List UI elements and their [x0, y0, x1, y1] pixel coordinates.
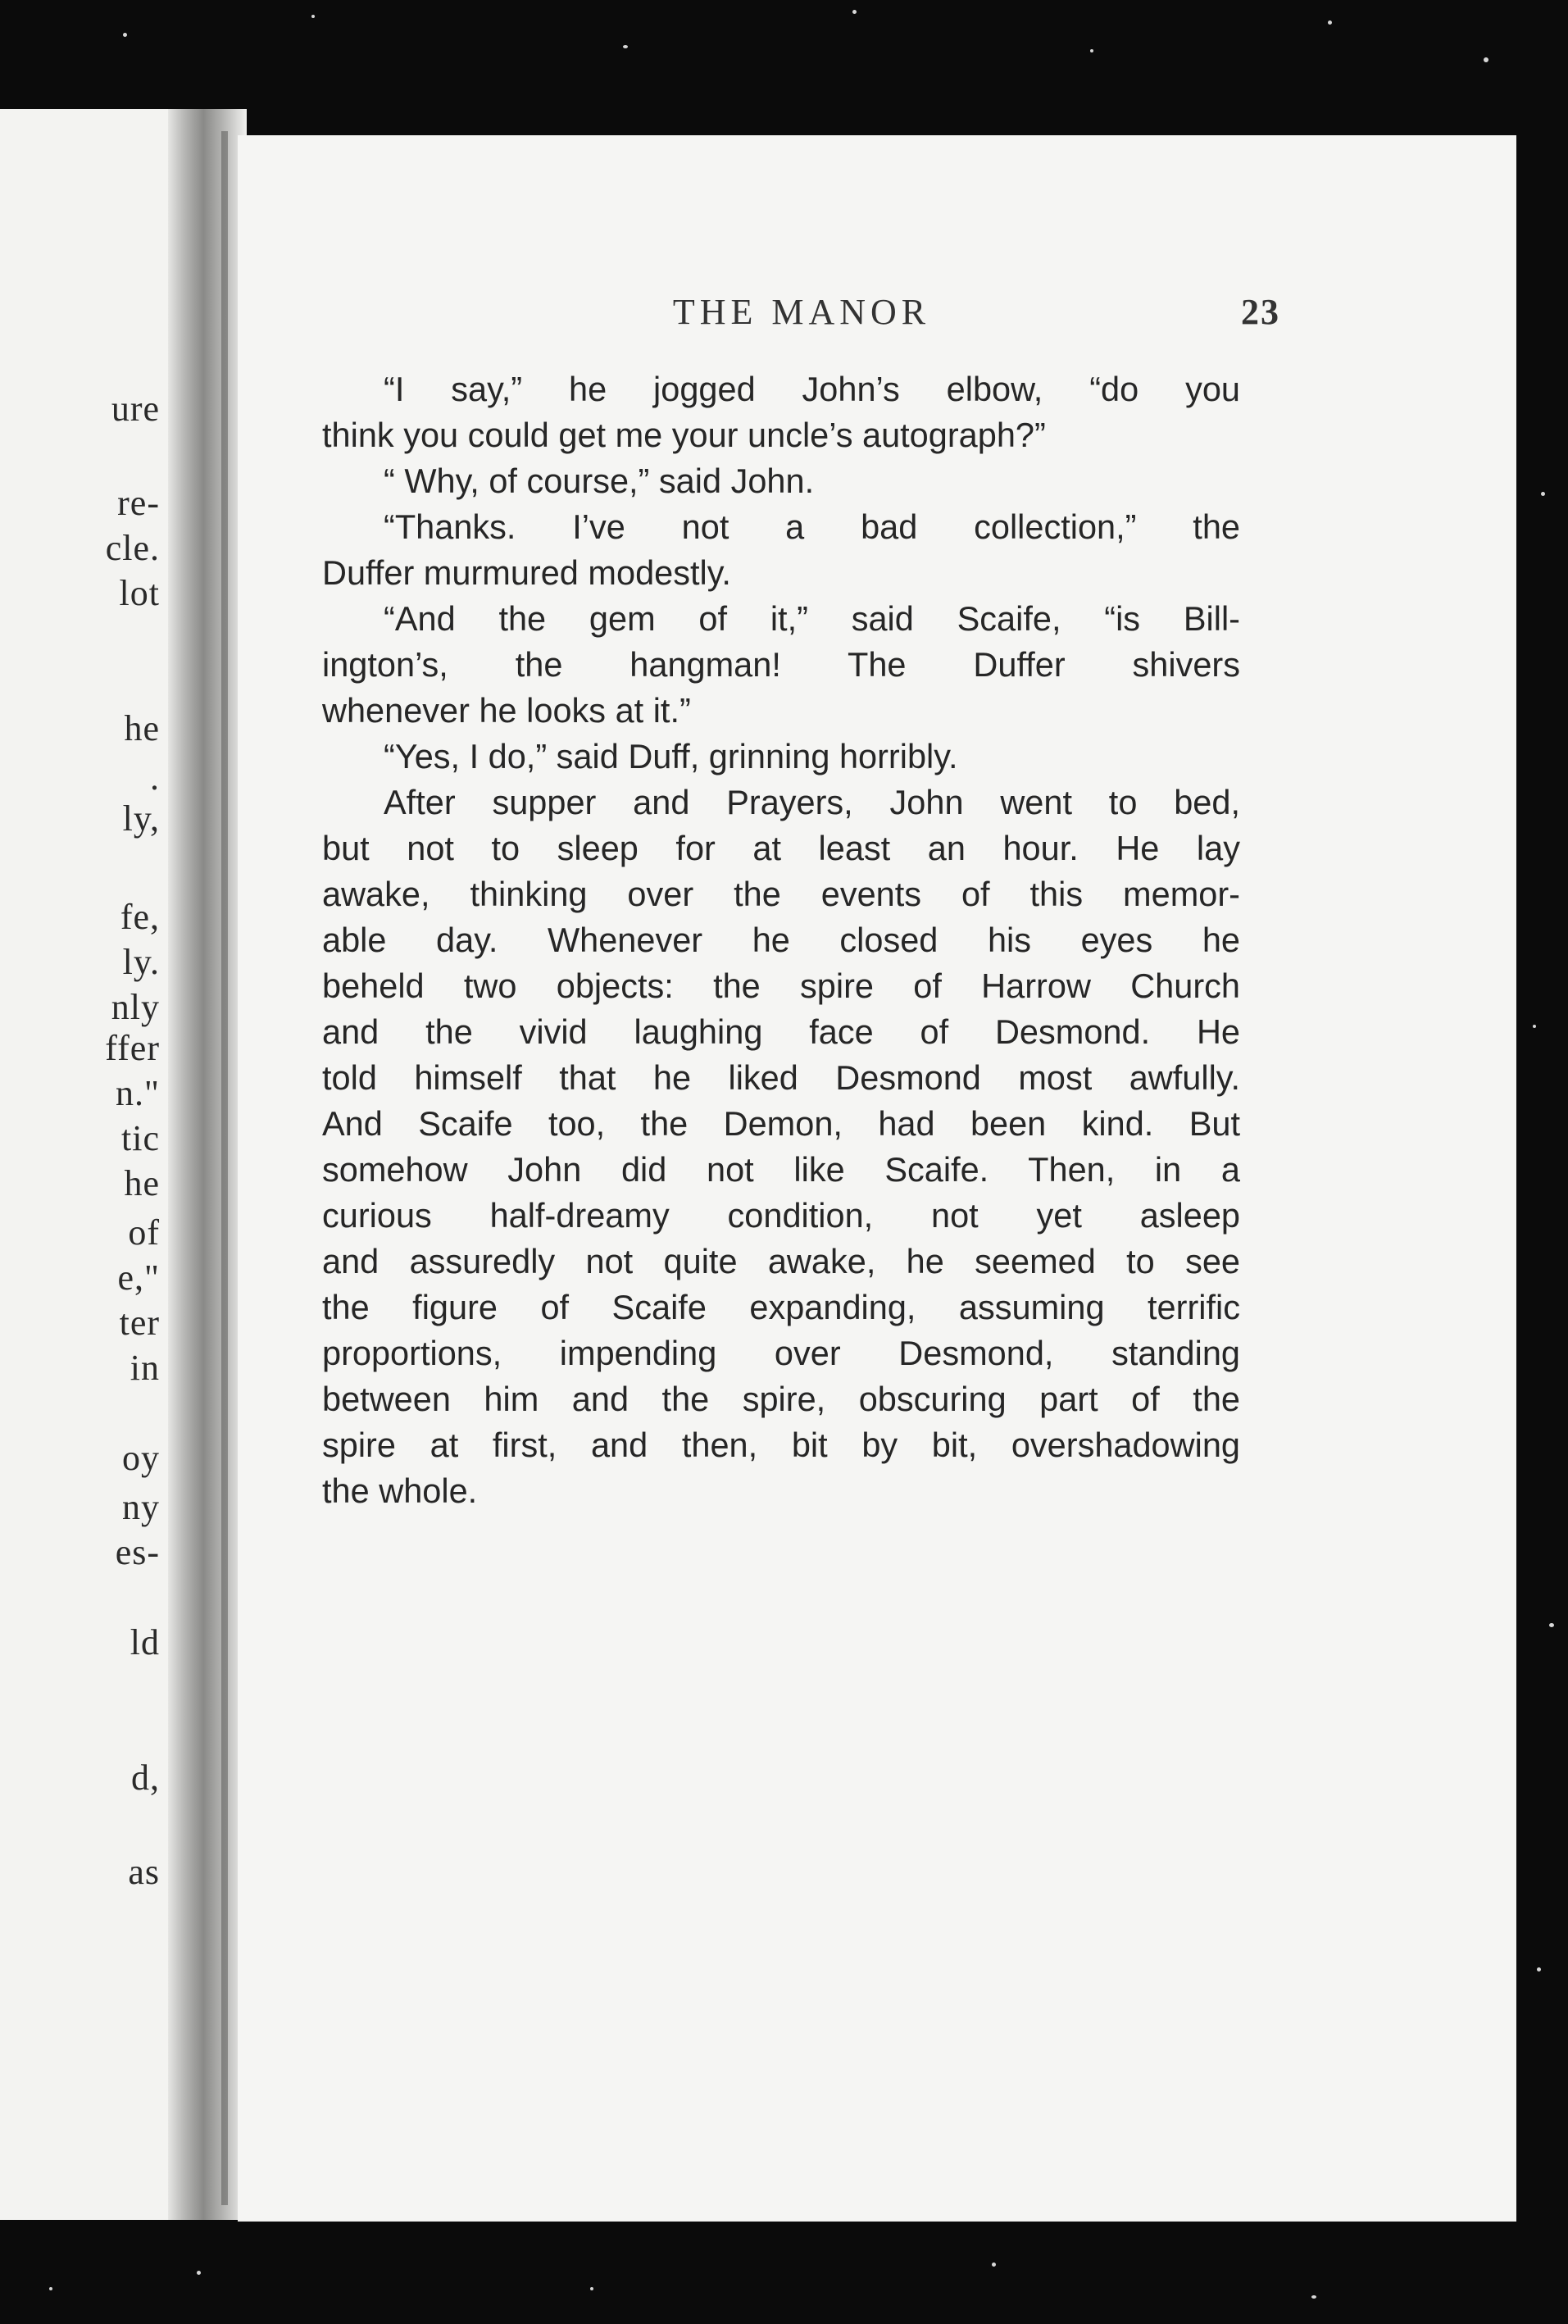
text-line: proportions, impending over Desmond, standing — [322, 1334, 1240, 1372]
text-line: curious half-dreamy condition, not yet asleep — [322, 1196, 1240, 1235]
left-page-fragment: ly. — [122, 942, 160, 982]
text-line: ington’s, the hangman! The Duffer shivers — [322, 645, 1240, 684]
left-page-fragment: ly, — [122, 798, 160, 839]
left-page-fragment: ny — [122, 1487, 160, 1527]
text-line: between him and the spire, obscuring part of the — [322, 1380, 1240, 1418]
text-line: and the vivid laughing face of Desmond. He — [322, 1012, 1240, 1051]
dust-speck — [992, 2263, 996, 2267]
text-line: “And the gem of it,” said Scaife, “is Bill- — [384, 599, 1240, 638]
book-gutter — [168, 109, 247, 2220]
text-line: whenever he looks at it.” — [322, 691, 691, 730]
dust-speck — [590, 2287, 593, 2290]
dust-speck — [1090, 49, 1093, 52]
left-page-fragment: in — [130, 1348, 160, 1388]
dust-speck — [1311, 2295, 1316, 2299]
text-line: but not to sleep for at least an hour. He lay — [322, 829, 1240, 867]
text-line: the whole. — [322, 1471, 478, 1510]
dust-speck — [311, 15, 315, 18]
left-page-fragment: he — [124, 1163, 160, 1203]
page-number: 23 — [1241, 292, 1280, 332]
text-line: “ Why, of course,” said John. — [384, 462, 815, 500]
dust-speck — [1484, 57, 1488, 62]
running-title: THE MANOR — [672, 292, 931, 332]
dust-speck — [197, 2271, 201, 2275]
left-page-fragment: ter — [119, 1303, 160, 1343]
text-line: and assuredly not quite awake, he seemed to see — [322, 1242, 1240, 1280]
text-line: the figure of Scaife expanding, assuming terrific — [322, 1288, 1240, 1326]
text-line: “Thanks. I’ve not a bad collection,” the — [384, 507, 1240, 546]
left-page-fragment: nly — [111, 987, 160, 1027]
text-line: Duffer murmured modestly. — [322, 553, 731, 592]
left-page-fragment: e," — [117, 1258, 160, 1298]
text-line: After supper and Prayers, John went to bed, — [384, 783, 1240, 821]
left-page-fragment: ffer — [105, 1028, 160, 1068]
right-page — [238, 135, 1516, 2222]
dust-speck — [1537, 1967, 1541, 1972]
dust-speck — [123, 33, 127, 37]
left-page-fragment: ld — [130, 1622, 160, 1662]
dust-speck — [1533, 1025, 1536, 1028]
left-page-fragment: lot — [119, 573, 160, 613]
text-line: And Scaife too, the Demon, had been kind. But — [322, 1104, 1240, 1143]
text-line: “Yes, I do,” said Duff, grinning horribly. — [384, 737, 958, 775]
text-line: think you could get me your uncle’s autograph?” — [322, 416, 1046, 454]
dust-speck — [49, 2287, 52, 2290]
left-page-fragment: n." — [116, 1073, 160, 1113]
left-page-fragment: d, — [131, 1758, 160, 1798]
left-page-fragment: he — [124, 708, 160, 748]
left-page-fragment: as — [128, 1852, 160, 1892]
left-page — [0, 109, 168, 2220]
left-page-fragment: . — [150, 757, 160, 798]
left-page-fragment: fe, — [120, 897, 160, 937]
text-line: beheld two objects: the spire of Harrow Church — [322, 966, 1240, 1005]
left-page-fragment: tic — [121, 1118, 160, 1158]
body-text — [322, 366, 1240, 1514]
left-page-fragment: cle. — [105, 528, 160, 568]
dust-speck — [1549, 1623, 1554, 1627]
text-line: spire at first, and then, bit by bit, overshadowing — [322, 1426, 1240, 1464]
text-line: awake, thinking over the events of this memor- — [322, 875, 1240, 913]
dust-speck — [1328, 20, 1332, 25]
text-line: able day. Whenever he closed his eyes he — [322, 921, 1240, 959]
text-line: told himself that he liked Desmond most awfully. — [322, 1058, 1240, 1097]
dust-speck — [852, 10, 857, 14]
left-page-fragment: of — [128, 1212, 160, 1253]
dust-speck — [623, 45, 628, 48]
left-page-fragment: ure — [111, 389, 160, 429]
left-page-fragment: es- — [115, 1532, 160, 1572]
running-head — [326, 291, 1280, 340]
gutter-edge — [221, 131, 228, 2205]
left-page-fragment: re- — [117, 483, 160, 523]
dust-speck — [1541, 492, 1545, 496]
text-line: “I say,” he jogged John’s elbow, “do you — [384, 370, 1240, 408]
left-page-text — [0, 109, 168, 2220]
text-line: somehow John did not like Scaife. Then, in a — [322, 1150, 1240, 1189]
left-page-fragment: oy — [122, 1438, 160, 1478]
